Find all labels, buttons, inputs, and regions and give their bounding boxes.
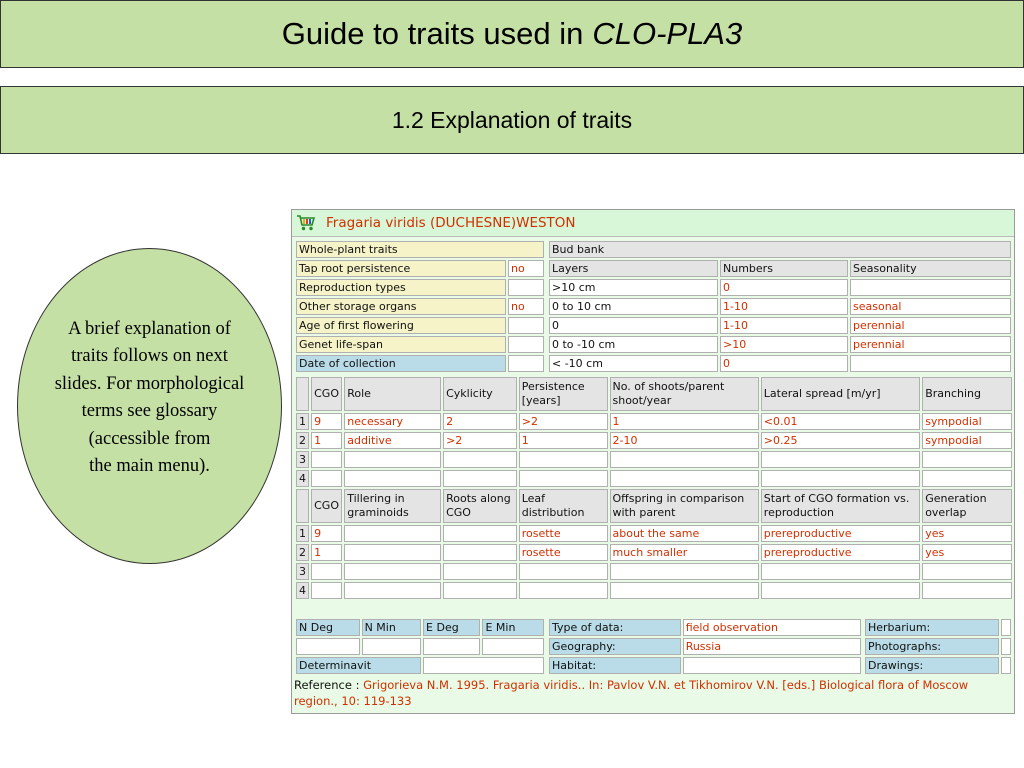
coord-label: E Min xyxy=(482,619,544,636)
spread-value: >0.25 xyxy=(761,432,920,449)
bud-bank-header: Bud bank xyxy=(549,241,1011,258)
card-header xyxy=(292,210,1014,237)
coordinates-table xyxy=(294,617,546,676)
species-record-card xyxy=(291,209,1015,714)
slide-subtitle xyxy=(0,86,1024,154)
reference-label: Reference : xyxy=(294,678,360,692)
bud-number: 0 xyxy=(720,355,848,372)
trait-value: no xyxy=(508,260,544,277)
shoots-value: 1 xyxy=(610,413,759,430)
info-value xyxy=(683,657,861,674)
info-label: Type of data: xyxy=(549,619,681,636)
trait-label: Genet life-span xyxy=(296,336,506,353)
offspring-value: about the same xyxy=(610,525,759,542)
column-header: Layers xyxy=(549,260,718,277)
column-header: CGO xyxy=(311,489,342,523)
media-table xyxy=(863,617,1013,676)
row-index: 2 xyxy=(296,544,309,561)
trait-label: Tap root persistence xyxy=(296,260,506,277)
column-header: Tillering in graminoids xyxy=(344,489,441,523)
coord-value xyxy=(296,638,360,655)
bud-layer: 0 to 10 cm xyxy=(549,298,718,315)
column-header: Cyklicity xyxy=(443,377,517,411)
branching-value: sympodial xyxy=(922,413,1012,430)
bud-seasonality xyxy=(850,279,1011,296)
bud-number: 1-10 xyxy=(720,298,848,315)
coord-value xyxy=(362,638,421,655)
bud-number: 0 xyxy=(720,279,848,296)
bud-seasonality: perennial xyxy=(850,317,1011,334)
bud-seasonality: seasonal xyxy=(850,298,1011,315)
cgo-table xyxy=(294,375,1014,601)
media-value xyxy=(1001,619,1011,636)
determinavit-label: Determinavit xyxy=(296,657,421,674)
leaf-distribution-value: rosette xyxy=(519,544,608,561)
trait-label: Date of collection xyxy=(296,355,506,372)
branching-value: sympodial xyxy=(922,432,1012,449)
generation-overlap-value: yes xyxy=(922,525,1012,542)
column-header: CGO xyxy=(311,377,342,411)
table-row xyxy=(296,413,1012,430)
column-header: Lateral spread [m/yr] xyxy=(761,377,920,411)
role-value: necessary xyxy=(344,413,441,430)
column-header: Numbers xyxy=(720,260,848,277)
trait-value: no xyxy=(508,298,544,315)
column-header: Persistence [years] xyxy=(519,377,608,411)
slide-subtitle-text: 1.2 Explanation of traits xyxy=(391,106,633,133)
coord-label: N Min xyxy=(362,619,421,636)
cgo-start-value: prereproductive xyxy=(761,544,920,561)
bud-seasonality xyxy=(850,355,1011,372)
cgo-value: 1 xyxy=(311,544,342,561)
column-header: Leaf distribution xyxy=(519,489,608,523)
slide-title-text: Guide to traits used in xyxy=(281,16,584,51)
media-value xyxy=(1001,657,1011,674)
coord-value xyxy=(423,638,480,655)
roots-value xyxy=(443,525,517,542)
media-label: Drawings: xyxy=(865,657,999,674)
explanation-text: A brief explanation of traits follows on next slides. For morphological terms see glossary (accessible from the main menu). xyxy=(54,318,245,476)
persistence-value: 1 xyxy=(519,432,608,449)
shoots-value: 2-10 xyxy=(610,432,759,449)
whole-plant-header: Whole-plant traits xyxy=(296,241,544,258)
info-value: field observation xyxy=(683,619,861,636)
column-header: Generation overlap xyxy=(922,489,1012,523)
table-row xyxy=(296,544,1012,561)
trait-label: Age of first flowering xyxy=(296,317,506,334)
table-row xyxy=(296,582,1012,599)
bud-layer: >10 cm xyxy=(549,279,718,296)
row-index: 3 xyxy=(296,563,309,580)
info-label: Habitat: xyxy=(549,657,681,674)
column-header: Start of CGO formation vs. reproduction xyxy=(761,489,920,523)
cgo-start-value: prereproductive xyxy=(761,525,920,542)
row-index-header xyxy=(296,489,309,523)
row-index: 4 xyxy=(296,582,309,599)
trait-value xyxy=(508,279,544,296)
media-label: Photographs: xyxy=(865,638,999,655)
column-header: Offspring in comparison with parent xyxy=(610,489,759,523)
row-index: 1 xyxy=(296,413,309,430)
cgo-value: 9 xyxy=(311,525,342,542)
cyklicity-value: 2 xyxy=(443,413,517,430)
column-header: Branching xyxy=(922,377,1012,411)
bud-seasonality: perennial xyxy=(850,336,1011,353)
bud-layer: 0 to -10 cm xyxy=(549,336,718,353)
species-name[interactable]: Fragaria viridis (DUCHESNE)WESTON xyxy=(326,215,576,231)
column-header: No. of shoots/parent shoot/year xyxy=(610,377,759,411)
bud-layer: 0 xyxy=(549,317,718,334)
offspring-value: much smaller xyxy=(610,544,759,561)
column-header: Roots along CGO xyxy=(443,489,517,523)
trait-label: Reproduction types xyxy=(296,279,506,296)
slide-title-italic: CLO-PLA3 xyxy=(592,16,743,51)
row-index: 1 xyxy=(296,525,309,542)
info-value: Russia xyxy=(683,638,861,655)
leaf-distribution-value: rosette xyxy=(519,525,608,542)
trait-label: Other storage organs xyxy=(296,298,506,315)
column-header: Seasonality xyxy=(850,260,1011,277)
data-info-table xyxy=(547,617,863,676)
reference-text[interactable]: Grigorieva N.M. 1995. Fragaria viridis.. In: Pavlov V.N. et Tikhomirov V.N. [eds.] Biological flora of Moscow region., 10: 119-133 xyxy=(294,678,969,708)
row-index-header xyxy=(296,377,309,411)
trait-value xyxy=(508,355,544,372)
slide-title xyxy=(0,0,1024,68)
cyklicity-value: >2 xyxy=(443,432,517,449)
row-index: 4 xyxy=(296,470,309,487)
persistence-value: >2 xyxy=(519,413,608,430)
roots-value xyxy=(443,544,517,561)
table-row xyxy=(296,432,1012,449)
bud-number: 1-10 xyxy=(720,317,848,334)
media-label: Herbarium: xyxy=(865,619,999,636)
bud-bank-table xyxy=(547,239,1013,374)
info-label: Geography: xyxy=(549,638,681,655)
coord-label: E Deg xyxy=(423,619,480,636)
trait-value xyxy=(508,336,544,353)
explanation-bubble xyxy=(17,248,282,564)
media-value xyxy=(1001,638,1011,655)
cart-icon[interactable] xyxy=(296,214,316,232)
table-row xyxy=(296,470,1012,487)
bud-layer: < -10 cm xyxy=(549,355,718,372)
column-header: Role xyxy=(344,377,441,411)
generation-overlap-value: yes xyxy=(922,544,1012,561)
row-index: 3 xyxy=(296,451,309,468)
coord-label: N Deg xyxy=(296,619,360,636)
spread-value: <0.01 xyxy=(761,413,920,430)
tillering-value xyxy=(344,544,441,561)
trait-value xyxy=(508,317,544,334)
row-index: 2 xyxy=(296,432,309,449)
tillering-value xyxy=(344,525,441,542)
table-row xyxy=(296,525,1012,542)
coord-value xyxy=(482,638,544,655)
table-row xyxy=(296,563,1012,580)
bud-number: >10 xyxy=(720,336,848,353)
cgo-value: 9 xyxy=(311,413,342,430)
table-row xyxy=(296,451,1012,468)
determinavit-value xyxy=(423,657,544,674)
reference xyxy=(294,677,1012,709)
role-value: additive xyxy=(344,432,441,449)
cgo-value: 1 xyxy=(311,432,342,449)
whole-plant-table xyxy=(294,239,546,374)
